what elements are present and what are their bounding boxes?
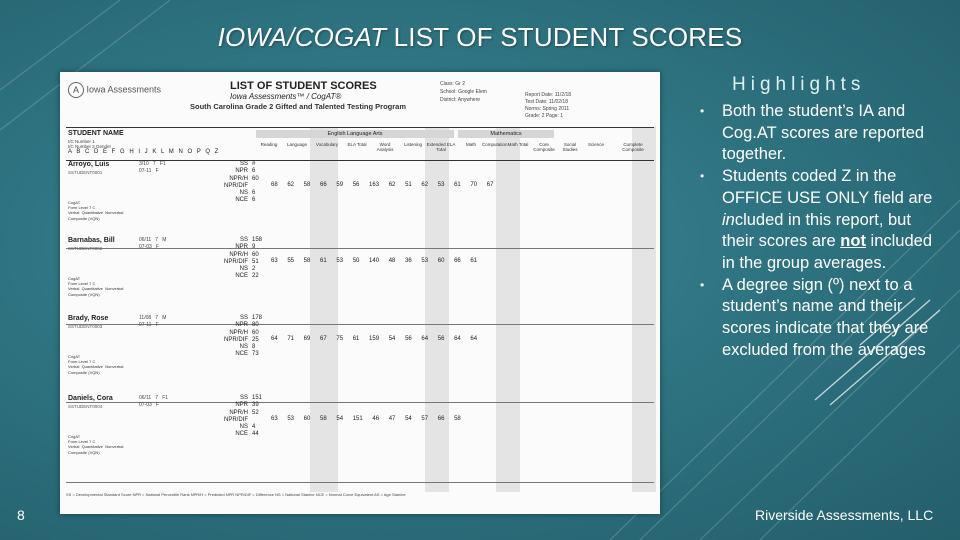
slide-title-rest: LIST OF STUDENT SCORES — [386, 22, 743, 52]
sub-line: I/C Number 2 Gender — [68, 144, 112, 149]
student-dates: 3/10 7 F1 07-11 F — [139, 161, 166, 174]
column-header: Complete Composite — [622, 142, 644, 152]
student-header-sub — [68, 139, 111, 149]
column-header: Language — [286, 142, 308, 147]
student-name: Daniels, Cora — [68, 395, 113, 402]
student-record — [66, 394, 654, 483]
cogat-block: CogAT Form Level 7 C Verbal Quantitative Nonverbal Composite (VQN) — [68, 434, 124, 455]
score-labels: SS NPR NPR/H NPR/DIF NS NCE — [224, 237, 248, 280]
column-header: Listening — [403, 142, 422, 147]
bullet-item — [700, 101, 940, 166]
class-line: Class: Gr 2 — [440, 81, 466, 87]
page-number: 8 — [17, 507, 25, 523]
student-name: Brady, Rose — [68, 315, 109, 322]
column-header: Computation — [482, 142, 508, 147]
bullet-text-3: A degree sign (º) next to a student’s name and their scores indicate that they are excluded from the averages — [722, 275, 929, 359]
score-row: 64 71 69 67 75 61 159 54 56 64 56 64 64 — [271, 336, 478, 342]
score-row: 63 55 58 61 53 50 140 48 36 53 60 66 61 — [271, 258, 478, 264]
student-name: Arroyo, Luis — [68, 161, 110, 168]
column-header: Social Studies — [562, 142, 578, 152]
student-dates: 06/11 7 M 07-03 F — [139, 237, 167, 250]
score-labels: SS NPR NPR/H NPR/DIF NS NCE — [224, 161, 248, 204]
student-dates: 06/11 7 F1 07-03 F — [139, 395, 169, 408]
bullet-dot-icon: • — [700, 104, 705, 118]
report-program: South Carolina Grade 2 Gifted and Talented Testing Program — [190, 102, 407, 111]
bullet-text-1: Both the student’s IA and Cog.AT scores are reported together. — [722, 102, 925, 164]
student-record — [66, 236, 654, 325]
report-class-info — [440, 80, 487, 104]
math-group-header: Mathematics — [458, 130, 554, 138]
score-row: 63 53 60 58 54 151 46 47 54 57 66 58 — [271, 416, 461, 422]
student-name-header: STUDENT NAME — [68, 130, 124, 137]
column-header: Reading — [260, 142, 278, 147]
score-values: 178 80 60 25 8 73 — [252, 315, 263, 358]
score-values: 158 9 60 51 2 22 — [252, 237, 263, 280]
report-title: LIST OF STUDENT SCORES — [230, 80, 377, 92]
report-test-info — [525, 92, 571, 120]
report-column-header — [66, 127, 654, 161]
school-line: School: Google Elem — [440, 89, 487, 95]
ela-group-header: English Language Arts — [256, 130, 454, 138]
test-info-line: Report Date: 11/2/18 — [525, 92, 572, 98]
iowa-logo — [68, 82, 161, 98]
score-row: 68 62 58 66 59 56 163 62 51 62 53 61 70 67 — [271, 182, 494, 188]
column-header: Math — [465, 142, 476, 147]
district-line: District: Anywhere — [440, 97, 481, 103]
score-labels: SS NPR NPR/H NPR/DIF NS NCE — [224, 395, 248, 438]
report-subtitle: Iowa Assessments™ / CogAT® — [230, 92, 342, 101]
test-info-line: Grade: 2 Page: 1 — [525, 113, 564, 119]
student-id: SSTUDENT0002 — [68, 246, 103, 251]
student-name: Barnabas, Bill — [68, 237, 115, 244]
logo-text: Iowa Assessments — [86, 84, 162, 95]
bullet-item — [700, 166, 940, 275]
bullet-dot-icon: • — [700, 277, 705, 292]
student-id: SSTUDENT0003 — [68, 324, 103, 329]
column-header: Science — [587, 142, 604, 147]
bullet-text-2a: Students coded Z in the OFFICE USE ONLY field are — [722, 167, 933, 207]
bullet-text-2e: included in the group averages. — [722, 232, 933, 272]
student-id: SSTUDENT0001 — [68, 170, 103, 175]
report-footnote: SS = Developmental Standard Score NPR = National Percentile Rank NPR/H = Predicted NPR NPR/DIF = Difference NS = National Stanine NCE = Normal Curve Equivalent AS = Age Stanine — [66, 492, 406, 497]
bullet-item — [700, 275, 940, 362]
bullet-list — [700, 101, 940, 361]
score-values: 151 39 52 4 44 — [252, 395, 263, 438]
bullet-text-2c: cluded in this report, but their scores are — [722, 210, 911, 251]
highlights-heading: Highlights — [732, 74, 866, 95]
office-use-codes: A B C D E F G H I J K L M N O P Q Z — [68, 149, 220, 155]
column-header: Math Total — [507, 142, 529, 147]
column-header: Word Analysis — [376, 142, 394, 152]
column-header: Core Composite — [533, 142, 555, 152]
cogat-block: CogAT Form Level 7 C Verbal Quantitative Nonverbal Composite (VQN) — [68, 354, 124, 375]
test-info-line: Test Date: 11/02/18 — [525, 99, 568, 105]
cogat-block: CogAT Form Level 7 C Verbal Quantitative Nonverbal Composite (VQN) — [68, 200, 124, 221]
slide-title — [0, 22, 960, 53]
student-dates: 11/08 7 M 07-11 F — [139, 315, 167, 328]
score-labels: SS NPR NPR/H NPR/DIF NS NCE — [224, 315, 248, 358]
column-header: Extended ELA Total — [426, 142, 456, 152]
score-values: # 6 60 6 6 — [252, 161, 259, 204]
column-header: Vocabulary — [315, 142, 339, 147]
bullet-text-2d: not — [840, 232, 866, 251]
sub-line: I/C Number 1 — [68, 139, 95, 144]
bullet-text-2b: in — [722, 210, 735, 229]
slide-title-italic: IOWA/COGAT — [217, 22, 387, 52]
footer-text: Riverside Assessments, LLC — [755, 507, 934, 523]
test-info-line: Norms: Spring 2011 — [525, 106, 570, 112]
score-report-image — [60, 72, 660, 514]
column-header: ELA Total — [347, 142, 367, 147]
student-record — [66, 314, 654, 403]
cogat-block: CogAT Form Level 7 C Verbal Quantitative Nonverbal Composite (VQN) — [68, 276, 124, 297]
iowa-logo-icon: A — [68, 82, 84, 98]
student-id: SSTUDENT0004 — [68, 404, 103, 409]
bullet-dot-icon: • — [700, 169, 705, 184]
